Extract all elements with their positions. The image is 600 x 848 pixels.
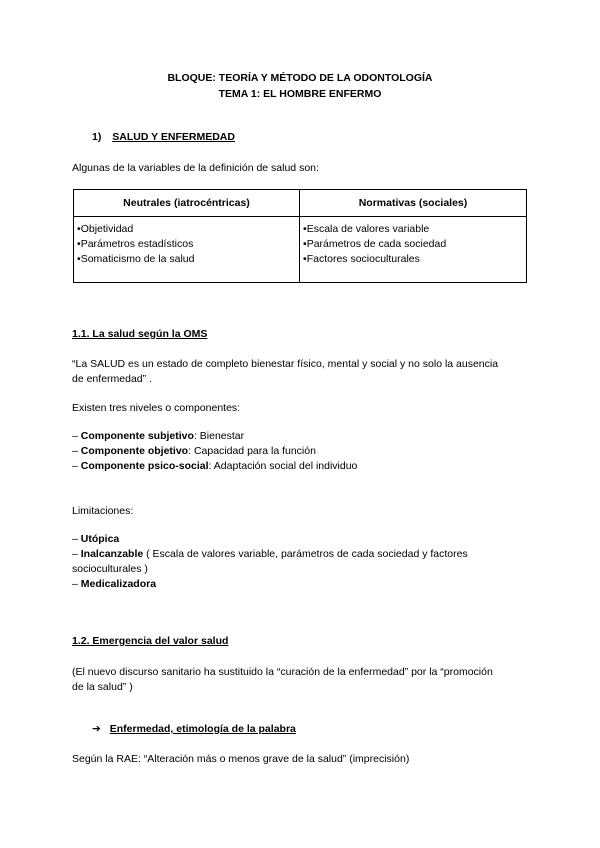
etymology-title: Enfermedad, etimología de la palabra: [109, 723, 296, 735]
section-1-title: SALUD Y ENFERMEDAD: [112, 131, 235, 143]
header-block-title: BLOQUE: TEORÍA Y MÉTODO DE LA ODONTOLOGÍA: [167, 72, 433, 84]
component-psychosocial: – Componente psico-social: Adaptación social del individuo: [72, 460, 358, 472]
header-topic-title: TEMA 1: EL HOMBRE ENFERMO: [218, 88, 382, 100]
intro-text: Algunas de la variables de la definición de salud son:: [72, 162, 319, 174]
list-item: • Parámetros de cada sociedad: [303, 237, 523, 252]
emergence-line-1: (El nuevo discurso sanitario ha sustituido la “curación de la enfermedad” por la “promoción: [72, 666, 493, 678]
list-item: • Escala de valores variable: [303, 222, 523, 237]
oms-quote-line-1: “La SALUD es un estado de completo bienestar físico, mental y social y no solo la ausencia: [72, 358, 499, 370]
limit-unreachable: – Inalcanzable ( Escala de valores variable, parámetros de cada sociedad y factores: [72, 548, 468, 560]
limit-medicalizing: – Medicalizadora: [72, 578, 157, 590]
oms-heading: 1.1. La salud según la OMS: [72, 328, 208, 340]
oms-quote-line-2: de enfermedad” .: [72, 373, 152, 385]
list-item: • Factores socioculturales: [303, 252, 523, 267]
etymology-heading: [92, 723, 296, 735]
section-1-number: 1): [92, 131, 102, 143]
table-cell-normative: [300, 217, 527, 283]
emergence-heading: 1.2. Emergencia del valor salud: [72, 635, 229, 647]
component-subjective: – Componente subjetivo: Bienestar: [72, 430, 245, 442]
list-item: • Objetividad: [77, 222, 296, 237]
component-objective: – Componente objetivo: Capacidad para la función: [72, 445, 316, 457]
table-header-normative: Normativas (sociales): [300, 190, 527, 217]
variables-table: [73, 189, 527, 283]
limit-unreachable-continued: socioculturales ): [72, 563, 148, 575]
list-item: • Somaticismo de la salud: [77, 252, 296, 267]
section-1-heading: [92, 131, 235, 143]
limit-utopian: – Utópica: [72, 533, 120, 545]
arrow-right-icon: ➔: [92, 723, 101, 735]
rae-definition: Según la RAE: “Alteración más o menos grave de la salud” (imprecisión): [72, 753, 410, 765]
list-item: • Parámetros estadísticos: [77, 237, 296, 252]
levels-intro: Existen tres niveles o componentes:: [72, 402, 241, 414]
emergence-line-2: de la salud” ): [72, 681, 133, 693]
limits-label: Limitaciones:: [72, 505, 134, 517]
table-header-neutral: Neutrales (iatrocéntricas): [74, 190, 300, 217]
table-header-row: [74, 190, 527, 217]
table-body-row: [74, 217, 527, 283]
table-cell-neutral: [74, 217, 300, 283]
